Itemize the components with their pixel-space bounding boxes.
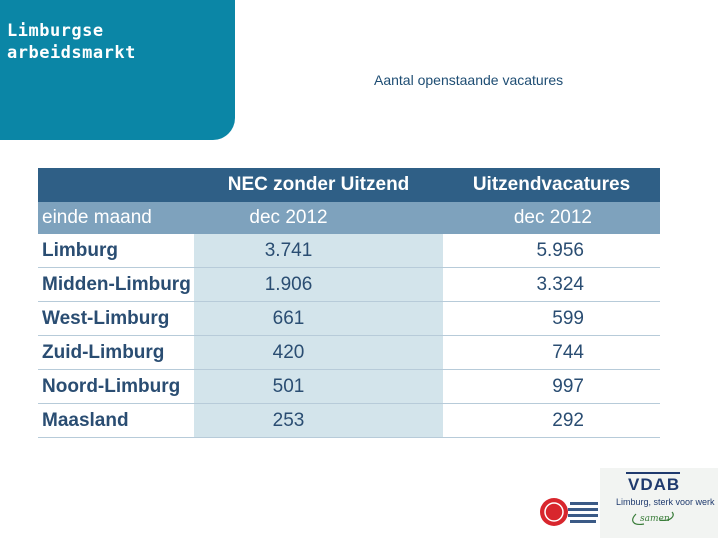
sub-header-uitzend-period: dec 2012	[443, 202, 660, 234]
region-cell: Maasland	[38, 404, 194, 438]
uitzend-value-cell: 744	[443, 336, 660, 370]
group-header-empty	[38, 168, 194, 202]
title-banner	[0, 0, 235, 140]
nec-value-cell: 1.906	[194, 268, 443, 302]
sub-header-nec-period: dec 2012	[194, 202, 443, 234]
limburg-logo-disc	[540, 498, 568, 526]
region-cell: Limburg	[38, 234, 194, 268]
table-row	[38, 404, 660, 438]
vdab-samen-script: samen	[640, 514, 670, 524]
uitzend-value-cell: 5.956	[443, 234, 660, 268]
nec-value-cell: 3.741	[194, 234, 443, 268]
limburg-province-logo	[538, 494, 602, 530]
nec-value-cell: 253	[194, 404, 443, 438]
table-row	[38, 234, 660, 268]
vdab-tagline: Limburg, sterk voor werk	[616, 497, 715, 507]
region-cell: Zuid-Limburg	[38, 336, 194, 370]
nec-value-cell: 420	[194, 336, 443, 370]
uitzend-value-cell: 292	[443, 404, 660, 438]
sub-header-period-label: einde maand	[38, 202, 194, 234]
group-header-uitzend: Uitzendvacatures	[443, 168, 660, 202]
region-cell: West-Limburg	[38, 302, 194, 336]
section-title	[7, 20, 227, 64]
section-title-line1: Limburgse	[7, 21, 104, 41]
table-row	[38, 268, 660, 302]
table-row	[38, 370, 660, 404]
limburg-logo-stripe-4	[570, 520, 596, 523]
uitzend-value-cell: 997	[443, 370, 660, 404]
vacancy-table	[38, 168, 660, 438]
table-group-header-row	[38, 168, 660, 202]
nec-value-cell: 661	[194, 302, 443, 336]
uitzend-value-cell: 3.324	[443, 268, 660, 302]
vdab-wordmark: VDAB	[628, 475, 681, 494]
limburg-logo-stripe-1	[570, 502, 598, 505]
section-title-line2: arbeidsmarkt	[7, 43, 136, 63]
table-row	[38, 336, 660, 370]
nec-value-cell: 501	[194, 370, 443, 404]
region-cell: Noord-Limburg	[38, 370, 194, 404]
slide-title: Aantal openstaande vacatures	[374, 72, 564, 88]
limburg-logo-stripe-3	[568, 514, 598, 517]
uitzend-value-cell: 599	[443, 302, 660, 336]
region-cell: Midden-Limburg	[38, 268, 194, 302]
vdab-logo	[600, 468, 718, 538]
table-row	[38, 302, 660, 336]
limburg-logo-stripe-2	[568, 508, 598, 511]
table-sub-header-row	[38, 202, 660, 234]
group-header-nec: NEC zonder Uitzend	[194, 168, 443, 202]
